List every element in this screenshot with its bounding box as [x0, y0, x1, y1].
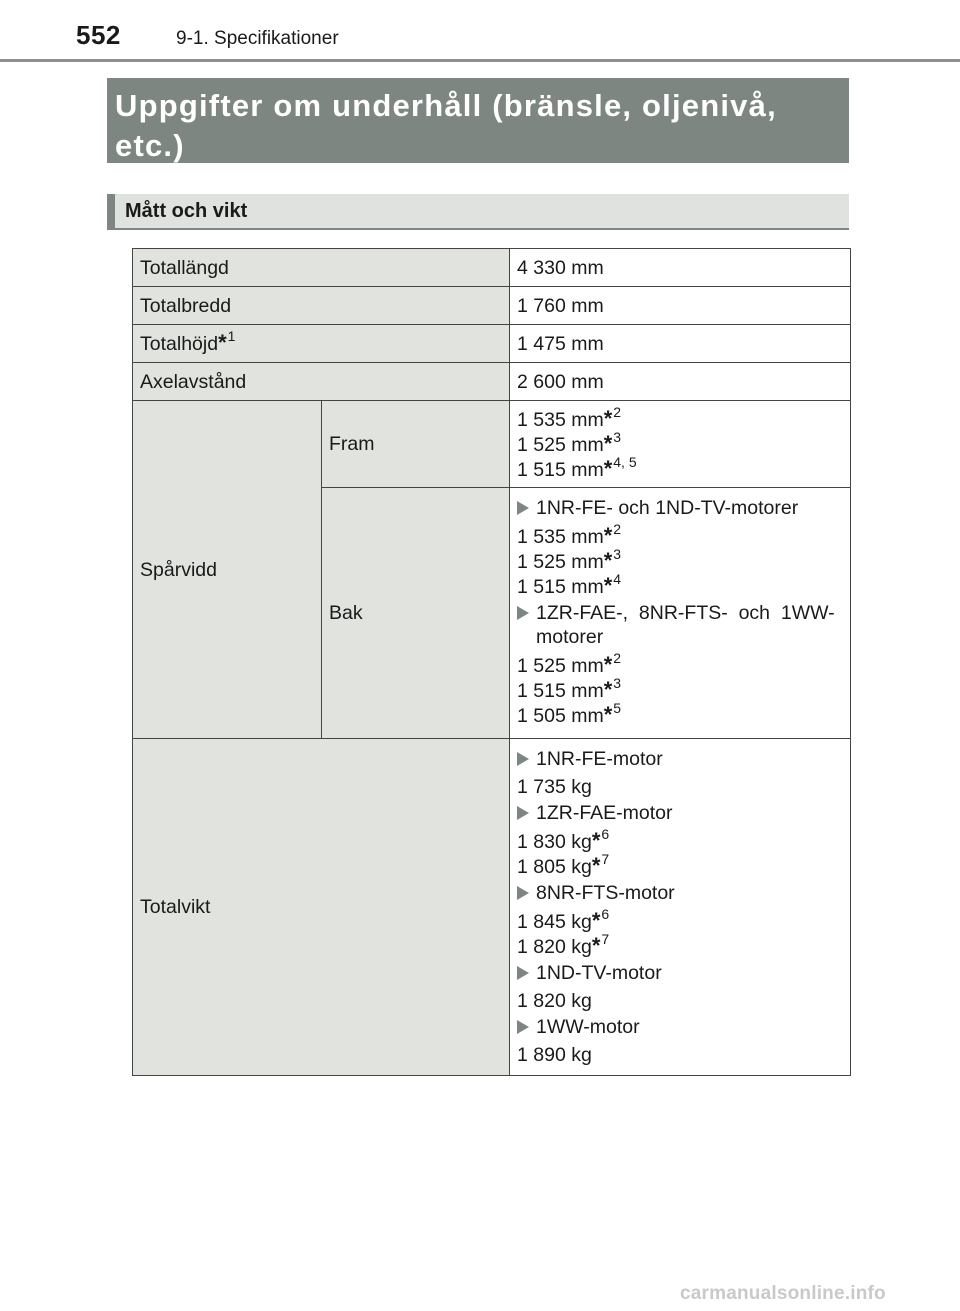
row-label: Spårvidd [133, 401, 322, 739]
value-text: 1 525 mm [517, 551, 604, 573]
engine-label: 1ZR-FAE-motor [536, 802, 673, 824]
value-text: 1 525 mm [517, 655, 604, 677]
bak-values [510, 488, 851, 739]
triangle-right-icon [517, 886, 529, 900]
section-title: Uppgifter om underhåll (bränsle, oljenivå, etc.) [107, 78, 849, 163]
value-line [517, 1043, 843, 1067]
engine-label-continued: motorer [536, 626, 604, 648]
value-text: 1 820 kg [517, 936, 592, 958]
value-group [517, 826, 843, 879]
footnote-number: 6 [601, 826, 610, 842]
specifications-table [132, 248, 851, 1076]
row-label-text: Totalhöjd [140, 333, 219, 355]
footnote-number: 1 [227, 328, 236, 344]
value-line [517, 546, 843, 574]
engine-label: 1WW-motor [536, 1016, 640, 1038]
engine-label: 1ZR-FAE-, 8NR-FTS- och 1WW- [536, 602, 835, 624]
value-text: 1 505 mm [517, 705, 604, 727]
footnote-marker: * [603, 702, 613, 727]
engine-label: 1ND-TV-motor [536, 962, 662, 984]
footnote-marker: * [603, 677, 613, 702]
running-header: 9-1. Specifikationer [176, 28, 339, 49]
row-value: 1 475 mm [510, 325, 851, 363]
footnote-marker: * [591, 908, 601, 933]
engine-label: 1NR-FE- och 1ND-TV-motorer [536, 497, 799, 519]
value-text: 1 820 kg [517, 990, 592, 1012]
sub-label: Fram [322, 401, 510, 488]
row-label: Totalvikt [133, 739, 510, 1076]
value-line [517, 650, 843, 678]
row-value: 2 600 mm [510, 363, 851, 401]
value-line [517, 775, 843, 799]
footnote-number: 2 [613, 521, 622, 537]
footnote-number: 7 [601, 931, 610, 947]
footnote-marker: * [603, 652, 613, 677]
value-line [517, 851, 843, 879]
table-row [133, 287, 851, 325]
value-text: 1 535 mm [517, 526, 604, 548]
value-text: 1 805 kg [517, 856, 592, 878]
value-text: 1 830 kg [517, 831, 592, 853]
table-row [133, 401, 851, 488]
value-group [517, 906, 843, 959]
header-rule [0, 59, 960, 62]
footnote-number: 2 [613, 403, 622, 420]
footnote-marker: * [603, 523, 613, 548]
engine-bullet [517, 881, 843, 905]
engine-bullet [517, 496, 843, 520]
fram-values [510, 401, 851, 488]
value-line [517, 571, 843, 599]
row-label: Totalbredd [133, 287, 510, 325]
value-line [517, 826, 843, 854]
table-row [133, 363, 851, 401]
footnote-marker: * [218, 330, 227, 355]
value-line [517, 453, 843, 482]
sub-label: Bak [322, 488, 510, 739]
engine-bullet [517, 747, 843, 771]
footnote-marker: * [603, 573, 613, 598]
value-line [517, 521, 843, 549]
value-line [517, 906, 843, 934]
engine-bullet [517, 1015, 843, 1039]
footnote-number: 3 [613, 546, 622, 562]
row-value: 4 330 mm [510, 249, 851, 287]
value-line [517, 931, 843, 959]
triangle-right-icon [517, 806, 529, 820]
row-value: 1 760 mm [510, 287, 851, 325]
value-line [517, 428, 843, 457]
value-group [517, 1043, 843, 1067]
value-text: 1 525 mm [517, 433, 604, 456]
engine-label: 1NR-FE-motor [536, 748, 663, 770]
triangle-right-icon [517, 501, 529, 515]
totalvikt-values [510, 739, 851, 1076]
footnote-marker: * [603, 455, 613, 481]
value-line [517, 403, 843, 432]
page-number: 552 [76, 20, 121, 50]
value-group [517, 650, 843, 728]
triangle-right-icon [517, 1020, 529, 1034]
footnote-number: 7 [601, 851, 610, 867]
value-group [517, 521, 843, 599]
table-row [133, 249, 851, 287]
footnote-number: 4, 5 [613, 453, 637, 470]
value-group [517, 775, 843, 799]
engine-label: 8NR-FTS-motor [536, 882, 675, 904]
value-text: 1 515 mm [517, 576, 604, 598]
footnote-number: 2 [613, 650, 622, 666]
value-text: 1 890 kg [517, 1044, 592, 1066]
table-row [133, 325, 851, 363]
value-line [517, 700, 843, 728]
footnote-marker: * [591, 933, 601, 958]
row-label: Totallängd [133, 249, 510, 287]
value-line [517, 989, 843, 1013]
footnote-marker: * [603, 405, 613, 431]
triangle-right-icon [517, 606, 529, 620]
footnote-marker: * [603, 548, 613, 573]
footnote-number: 4 [613, 571, 622, 587]
triangle-right-icon [517, 752, 529, 766]
footnote-number: 3 [613, 675, 622, 691]
row-label [133, 325, 510, 363]
engine-bullet [517, 601, 843, 649]
value-text: 1 515 mm [517, 458, 604, 481]
table-row [133, 739, 851, 1076]
engine-bullet [517, 961, 843, 985]
value-text: 1 735 kg [517, 776, 592, 798]
triangle-right-icon [517, 966, 529, 980]
footnote-number: 3 [613, 428, 622, 445]
footnote-marker: * [603, 430, 613, 456]
engine-bullet [517, 801, 843, 825]
watermark: carmanualsonline.info [680, 1283, 886, 1304]
value-text: 1 515 mm [517, 680, 604, 702]
subsection-heading: Mått och vikt [107, 194, 849, 230]
row-label: Axelavstånd [133, 363, 510, 401]
footnote-marker: * [591, 828, 601, 853]
footnote-marker: * [591, 853, 601, 878]
value-text: 1 845 kg [517, 911, 592, 933]
value-line [517, 675, 843, 703]
footnote-number: 5 [613, 700, 622, 716]
footnote-number: 6 [601, 906, 610, 922]
value-text: 1 535 mm [517, 408, 604, 431]
value-group [517, 989, 843, 1013]
